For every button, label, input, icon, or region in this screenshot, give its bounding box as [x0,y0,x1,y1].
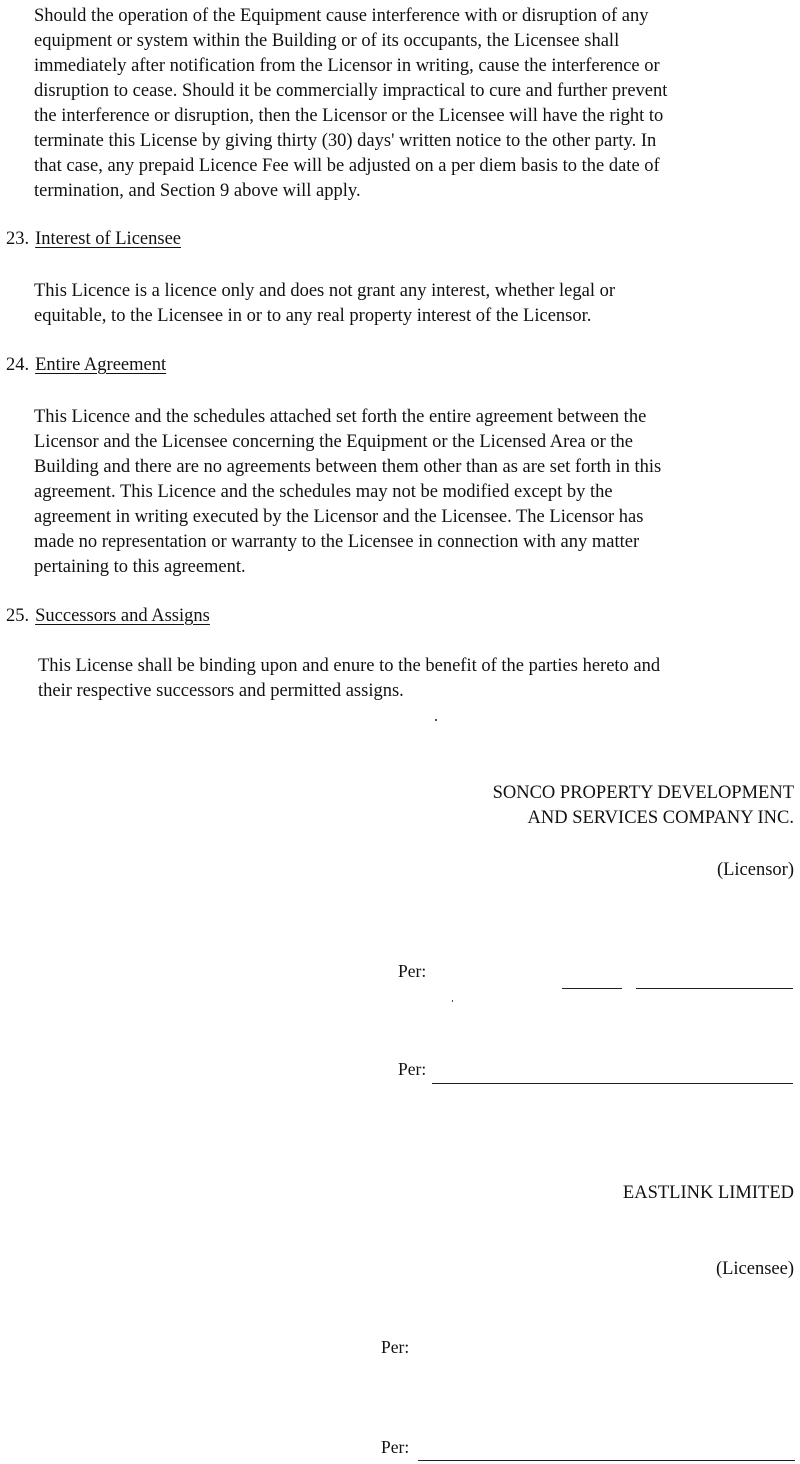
signature-line[interactable] [432,1083,793,1084]
licensor-role-label: (Licensor) [716,860,794,880]
licensor-name-line-1: SONCO PROPERTY DEVELOPMENT [492,783,794,803]
text-line: terminate this License by giving thirty (30) days' written notice to the other party. In [34,131,657,151]
section-23-heading [6,227,181,251]
licensor-name-line-2: AND SERVICES COMPANY INC. [527,808,794,828]
section-title: Interest of Licensee [35,229,181,249]
scan-speck [435,719,437,721]
section-title: Entire Agreement [35,355,167,375]
scan-speck [452,1000,453,1002]
per-label: Per: [398,1059,427,1079]
text-line: disruption to cease. Should it be commercially impractical to cure and further prevent [34,81,668,101]
text-line: This Licence is a licence only and does not grant any interest, whether legal or [34,281,615,301]
per-label: Per: [381,1337,410,1357]
section-25-heading [6,604,210,628]
text-line: their respective successors and permitted assigns. [38,681,404,701]
text-line: agreement. This Licence and the schedules may not be modified except by the [34,482,613,502]
signature-line[interactable] [562,988,622,989]
text-line: pertaining to this agreement. [34,557,246,577]
section-number: 24. [6,355,30,375]
text-line: agreement in writing executed by the Licensor and the Licensee. The Licensor has [34,507,644,527]
section-24-heading [6,353,166,377]
signature-line[interactable] [418,1460,795,1461]
licensee-name: EASTLINK LIMITED [622,1183,794,1203]
text-line: This Licence and the schedules attached set forth the entire agreement between the [34,407,647,427]
licensee-role-label: (Licensee) [715,1259,794,1279]
text-line: This License shall be binding upon and enure to the benefit of the parties hereto and [38,656,661,676]
section-title: Successors and Assigns [35,606,210,626]
per-label: Per: [398,961,427,981]
text-line: equipment or system within the Building or of its occupants, the Licensee shall [34,31,620,51]
text-line: made no representation or warranty to the Licensee in connection with any matter [34,532,640,552]
section-number: 25. [6,606,30,626]
text-line: the interference or disruption, then the Licensor or the Licensee will have the right to [34,106,664,126]
text-line: immediately after notification from the Licensor in writing, cause the interference or [34,56,660,76]
text-line: that case, any prepaid Licence Fee will be adjusted on a per diem basis to the date of [34,156,660,176]
text-line: equitable, to the Licensee in or to any real property interest of the Licensor. [34,306,592,326]
text-line: Licensor and the Licensee concerning the Equipment or the Licensed Area or the [34,432,633,452]
section-number: 23. [6,229,30,249]
text-line: termination, and Section 9 above will apply. [34,181,361,201]
text-line: Building and there are no agreements between them other than as are set forth in this [34,457,662,477]
signature-line[interactable] [636,988,793,989]
text-line: Should the operation of the Equipment cause interference with or disruption of any [34,6,649,26]
per-label: Per: [381,1437,410,1457]
